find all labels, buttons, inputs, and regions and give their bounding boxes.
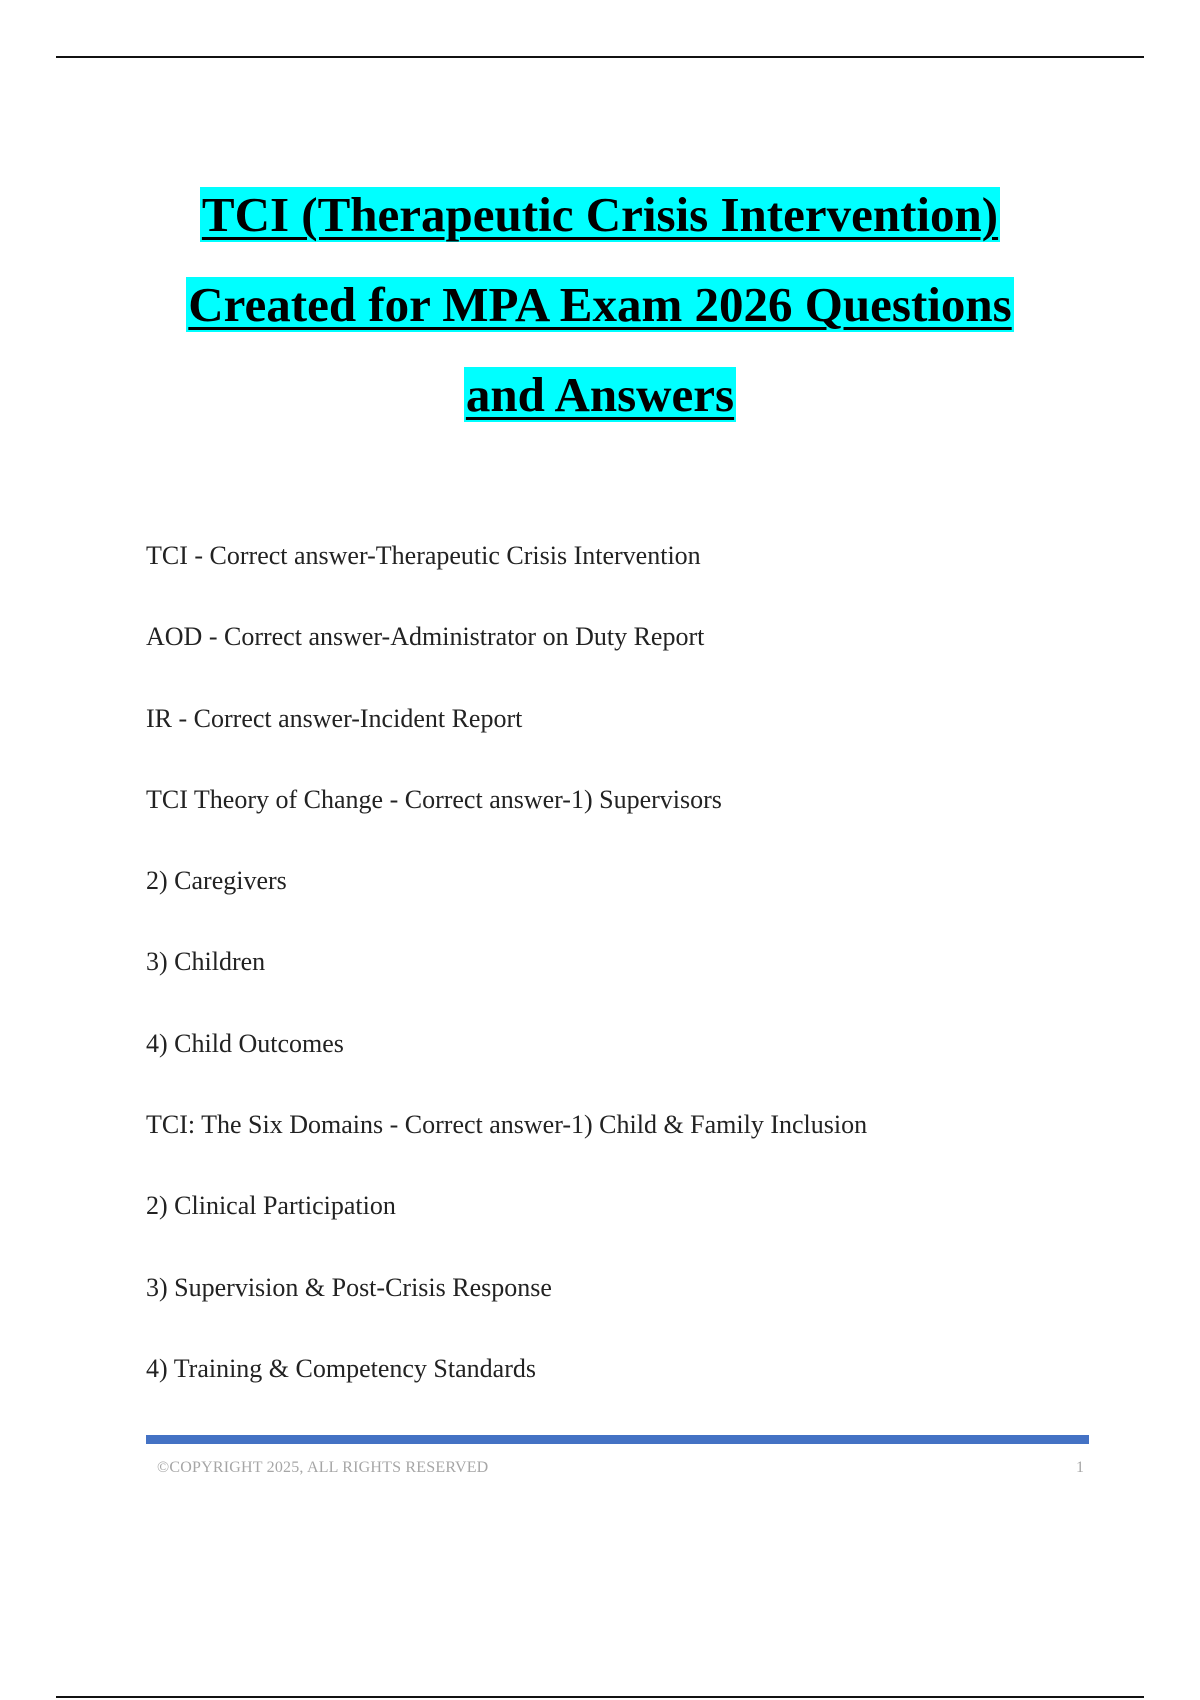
footer-divider-bar: [146, 1435, 1089, 1444]
qa-line: AOD - Correct answer-Administrator on Duty Report: [146, 622, 705, 652]
qa-line: 2) Clinical Participation: [146, 1191, 396, 1221]
title-line-1: TCI (Therapeutic Crisis Intervention): [201, 187, 999, 242]
qa-line: 4) Child Outcomes: [146, 1028, 344, 1058]
page-bottom-rule: [56, 1696, 1144, 1698]
qa-line: IR - Correct answer-Incident Report: [146, 703, 523, 733]
qa-list: [146, 538, 1096, 1432]
document-title: [100, 170, 1100, 440]
title-line-3: and Answers: [465, 367, 735, 422]
qa-line: 2) Caregivers: [146, 866, 287, 896]
qa-line: TCI Theory of Change - Correct answer-1) Supervisors: [146, 784, 722, 814]
qa-line: 4) Training & Competency Standards: [146, 1353, 536, 1383]
footer-copyright: ©COPYRIGHT 2025, ALL RIGHTS RESERVED: [157, 1459, 489, 1476]
page-number: 1: [1076, 1459, 1084, 1476]
qa-line: TCI: The Six Domains - Correct answer-1) Child & Family Inclusion: [146, 1110, 868, 1140]
qa-line: TCI - Correct answer-Therapeutic Crisis Intervention: [146, 541, 701, 570]
qa-line: 3) Children: [146, 947, 266, 977]
title-line-2: Created for MPA Exam 2026 Questions: [188, 277, 1012, 332]
page-top-rule: [56, 56, 1144, 58]
qa-line: 3) Supervision & Post-Crisis Response: [146, 1272, 552, 1302]
